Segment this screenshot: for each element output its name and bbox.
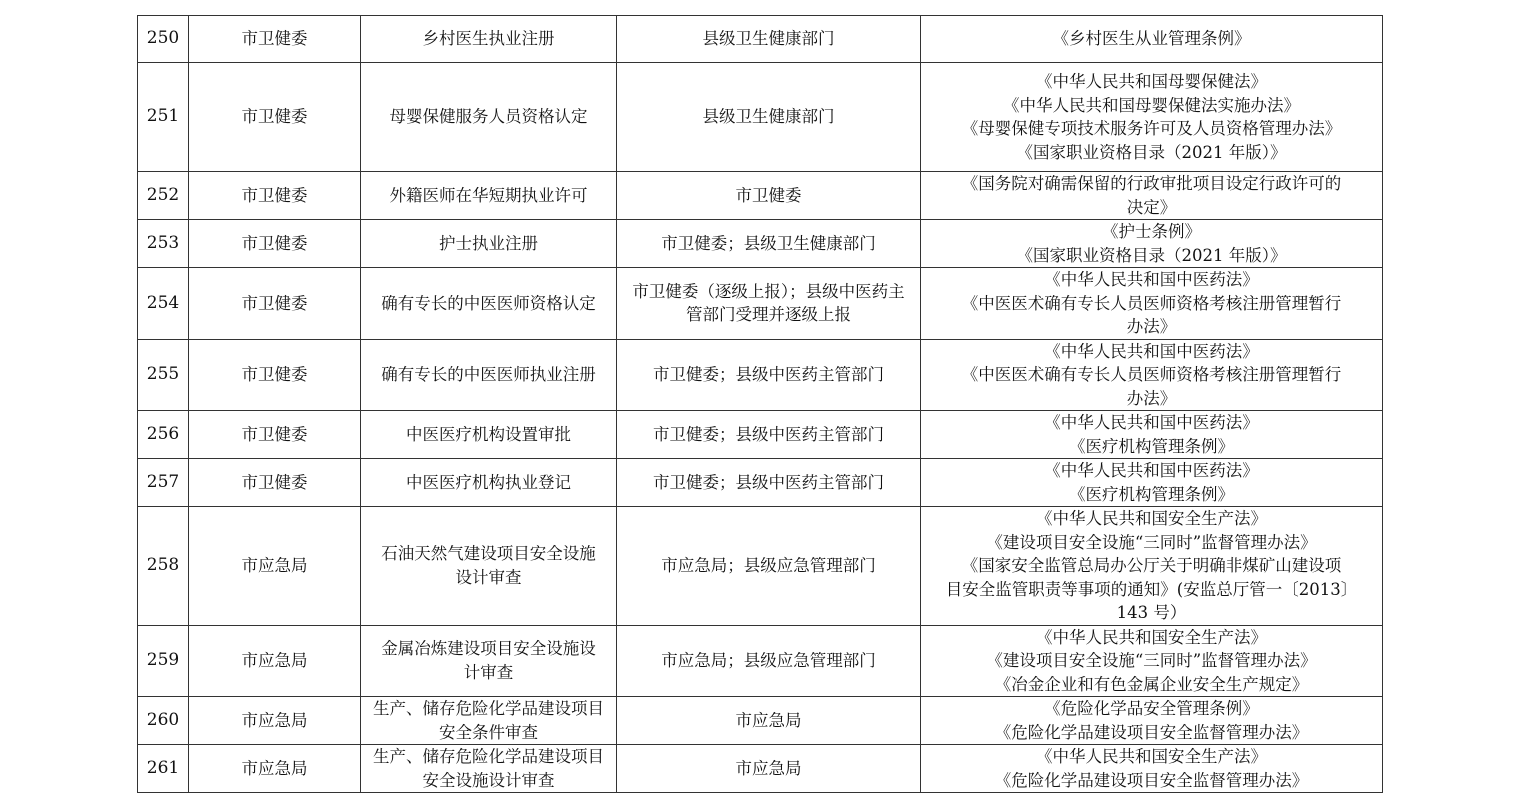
legal-basis-line: 《中医医术确有专长人员医师资格考核注册管理暂行: [961, 293, 1342, 313]
item-number-cell: 259: [138, 625, 189, 697]
department-cell: 市卫健委: [189, 411, 361, 459]
table-row: [138, 172, 1383, 220]
item-name-cell: 确有专长的中医医师资格认定: [361, 268, 617, 340]
item-number-cell: 250: [138, 16, 189, 63]
legal-basis-line: 143 号）: [1116, 603, 1187, 622]
authority-cell: 县级卫生健康部门: [617, 16, 921, 63]
legal-basis-line: 目安全监管职责等事项的通知》(安监总厅管一〔2013〕: [945, 579, 1358, 599]
legal-basis-cell: [921, 172, 1383, 220]
item-name-cell: 中医医疗机构执业登记: [361, 459, 617, 507]
legal-basis-line: 《中医医术确有专长人员医师资格考核注册管理暂行: [961, 365, 1342, 384]
authority-cell: 县级卫生健康部门: [617, 63, 921, 172]
legal-basis-line: 《中华人民共和国中医药法》: [1044, 270, 1259, 289]
legal-basis-line: 决定》: [1126, 197, 1177, 217]
legal-basis-line: 《危险化学品建设项目安全监督管理办法》: [994, 722, 1309, 742]
item-name-cell: 确有专长的中医医师执业注册: [361, 339, 617, 411]
legal-basis-line: 《医疗机构管理条例》: [1069, 484, 1234, 504]
legal-basis-cell: [921, 63, 1383, 172]
legal-basis-line: 《建设项目安全设施“三同时”监督管理办法》: [986, 651, 1317, 670]
authority-cell: 市应急局；县级应急管理部门: [617, 625, 921, 697]
department-cell: 市卫健委: [189, 268, 361, 340]
item-name-cell: 中医医疗机构设置审批: [361, 411, 617, 459]
table-row: [138, 507, 1383, 626]
legal-basis-cell: [921, 507, 1383, 626]
approval-items-table: [137, 15, 1383, 793]
department-cell: 市应急局: [189, 697, 361, 745]
legal-basis-line: 《冶金企业和有色金属企业安全生产规定》: [994, 674, 1309, 694]
authority-cell: 市应急局: [617, 697, 921, 745]
item-number-cell: 251: [138, 63, 189, 172]
item-number-cell: 260: [138, 697, 189, 745]
table-row: [138, 220, 1383, 268]
table-row: [138, 339, 1383, 411]
legal-basis-line: 《国家职业资格目录（2021 年版）》: [1016, 245, 1287, 265]
item-name-cell: 石油天然气建设项目安全设施设计审查: [361, 507, 617, 626]
table-body: [138, 16, 1383, 793]
item-name-cell: 生产、储存危险化学品建设项目安全条件审查: [361, 697, 617, 745]
item-number-cell: 256: [138, 411, 189, 459]
legal-basis-line: 办法》: [1126, 317, 1177, 336]
legal-basis-line: 《国务院对确需保留的行政审批项目设定行政许可的: [961, 174, 1342, 193]
item-number-cell: 255: [138, 339, 189, 411]
authority-cell: 市应急局: [617, 745, 921, 793]
item-name-cell: 乡村医生执业注册: [361, 16, 617, 63]
authority-cell: 市卫健委: [617, 172, 921, 220]
legal-basis-cell: [921, 625, 1383, 697]
table-row: [138, 268, 1383, 340]
authority-cell: 市卫健委；县级中医药主管部门: [617, 459, 921, 507]
legal-basis-line: 《中华人民共和国安全生产法》: [1036, 747, 1267, 766]
legal-basis-line: 《护士条例》: [1102, 222, 1201, 241]
legal-basis-line: 《中华人民共和国中医药法》: [1044, 413, 1259, 432]
authority-cell: 市卫健委（逐级上报）；县级中医药主管部门受理并逐级上报: [617, 268, 921, 340]
item-number-cell: 261: [138, 745, 189, 793]
legal-basis-cell: [921, 268, 1383, 340]
item-number-cell: 254: [138, 268, 189, 340]
department-cell: 市卫健委: [189, 63, 361, 172]
item-name-cell: 金属冶炼建设项目安全设施设计审查: [361, 625, 617, 697]
table-row: [138, 63, 1383, 172]
table-row: [138, 697, 1383, 745]
authority-cell: 市卫健委；县级中医药主管部门: [617, 339, 921, 411]
legal-basis-line: 《母婴保健专项技术服务许可及人员资格管理办法》: [961, 119, 1342, 138]
legal-basis-cell: [921, 745, 1383, 793]
department-cell: 市应急局: [189, 507, 361, 626]
authority-cell: 市卫健委；县级中医药主管部门: [617, 411, 921, 459]
legal-basis-line: 《危险化学品安全管理条例》: [1044, 699, 1259, 718]
table-row: [138, 625, 1383, 697]
document-page: [137, 15, 1382, 793]
authority-cell: 市应急局；县级应急管理部门: [617, 507, 921, 626]
legal-basis-line: 《中华人民共和国中医药法》: [1044, 341, 1259, 361]
department-cell: 市应急局: [189, 625, 361, 697]
department-cell: 市卫健委: [189, 459, 361, 507]
legal-basis-cell: [921, 697, 1383, 745]
legal-basis-line: 《中华人民共和国母婴保健法》: [1036, 72, 1267, 91]
legal-basis-line: 《医疗机构管理条例》: [1069, 436, 1234, 456]
legal-basis-line: 办法》: [1126, 388, 1177, 408]
legal-basis-cell: [921, 16, 1383, 63]
item-name-cell: 生产、储存危险化学品建设项目安全设施设计审查: [361, 745, 617, 793]
legal-basis-cell: [921, 459, 1383, 507]
department-cell: 市卫健委: [189, 339, 361, 411]
department-cell: 市应急局: [189, 745, 361, 793]
legal-basis-line: 《乡村医生从业管理条例》: [1052, 29, 1251, 49]
legal-basis-line: 《建设项目安全设施“三同时”监督管理办法》: [986, 532, 1317, 552]
legal-basis-cell: [921, 411, 1383, 459]
item-number-cell: 258: [138, 507, 189, 626]
legal-basis-cell: [921, 220, 1383, 268]
authority-cell: 市卫健委；县级卫生健康部门: [617, 220, 921, 268]
legal-basis-line: 《中华人民共和国中医药法》: [1044, 461, 1259, 480]
legal-basis-line: 《国家安全监管总局办公厅关于明确非煤矿山建设项: [961, 556, 1342, 575]
legal-basis-line: 《中华人民共和国母婴保健法实施办法》: [1003, 95, 1300, 115]
legal-basis-line: 《中华人民共和国安全生产法》: [1036, 509, 1267, 528]
table-row: [138, 411, 1383, 459]
item-number-cell: 253: [138, 220, 189, 268]
department-cell: 市卫健委: [189, 16, 361, 63]
table-row: [138, 16, 1383, 63]
legal-basis-line: 《国家职业资格目录（2021 年版）》: [1016, 142, 1287, 162]
department-cell: 市卫健委: [189, 220, 361, 268]
legal-basis-line: 《中华人民共和国安全生产法》: [1036, 627, 1267, 647]
item-number-cell: 252: [138, 172, 189, 220]
table-row: [138, 459, 1383, 507]
item-name-cell: 母婴保健服务人员资格认定: [361, 63, 617, 172]
item-name-cell: 护士执业注册: [361, 220, 617, 268]
table-row: [138, 745, 1383, 793]
legal-basis-cell: [921, 339, 1383, 411]
item-name-cell: 外籍医师在华短期执业许可: [361, 172, 617, 220]
item-number-cell: 257: [138, 459, 189, 507]
department-cell: 市卫健委: [189, 172, 361, 220]
legal-basis-line: 《危险化学品建设项目安全监督管理办法》: [994, 770, 1309, 790]
